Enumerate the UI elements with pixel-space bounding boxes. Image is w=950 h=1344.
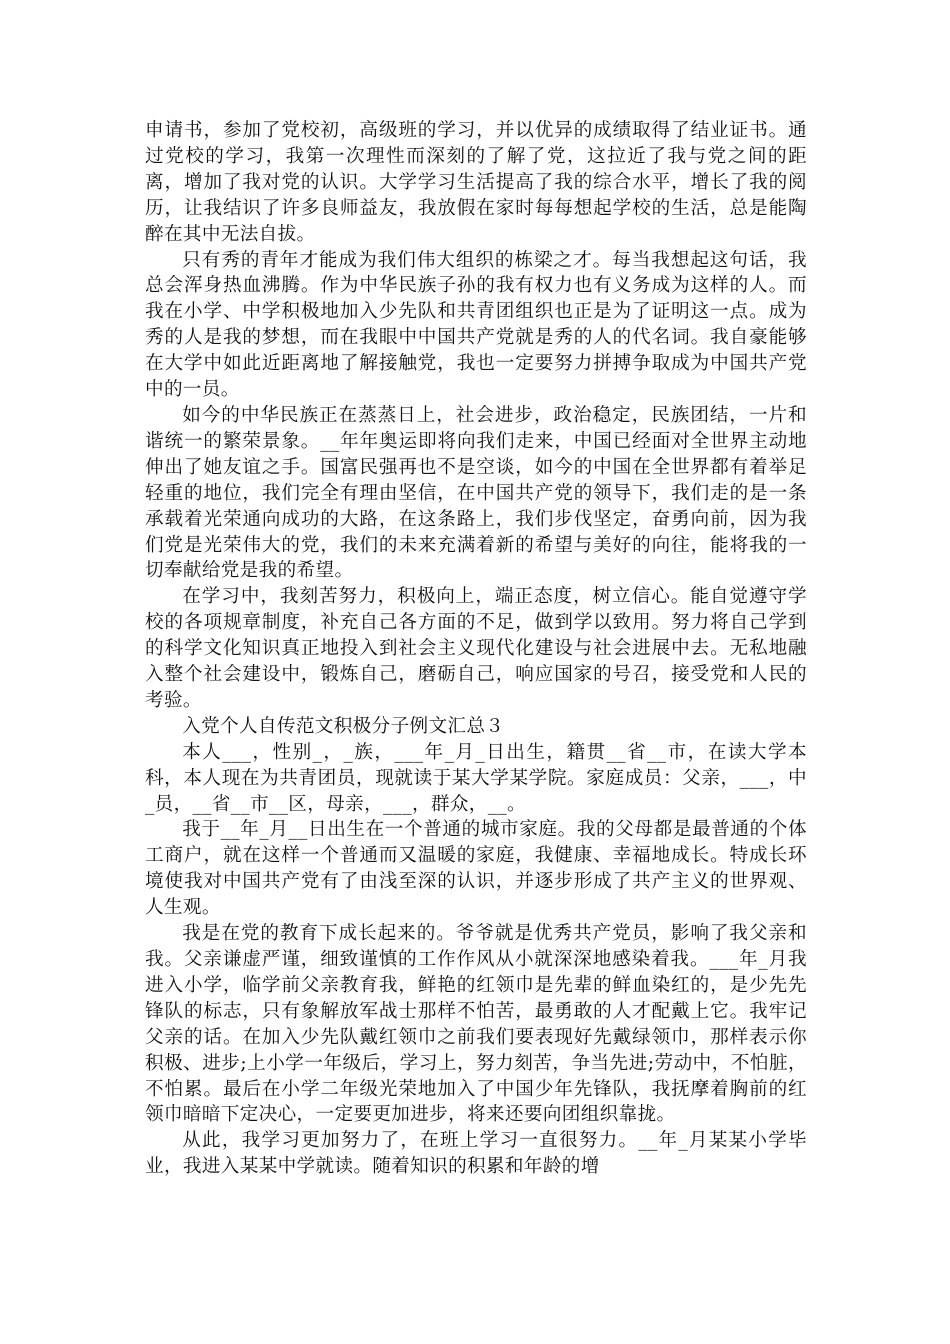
paragraph: 我是在党的教育下成长起来的。爷爷就是优秀共产党员，影响了我父亲和我。父亲谦虚严谨，细致谨慎的工作作风从小就深深地感染着我。___年_月我进入小学，临学前父亲教育我，鲜艳的红领巾是先辈的鲜血染红的，是少先先锋队的标志，只有象解放军战士那样不怕苦，最勇敢的人才配戴上它。我牢记父亲的话。在加入少先队戴红领巾之前我们要表现好先戴绿领巾，那样表示你积极、进步;上小学一年级后，学习上，努力刻苦，争当先进;劳动中，不怕脏，不怕累。最后在小学二年级光荣地加入了中国少年先锋队，我抚摩着胸前的红领巾暗暗下定决心，一定要更加进步，将来还要向团组织靠拢。 — [145, 923, 807, 1126]
paragraph: 从此，我学习更加努力了，在班上学习一直很努力。__年_月某某小学毕业，我进入某某中学就读。随着知识的积累和年龄的增 — [145, 1130, 807, 1178]
paragraph: 只有秀的青年才能成为我们伟大组织的栋梁之才。每当我想起这句话，我总会浑身热血沸腾。作为中华民族子孙的我有权力也有义务成为这样的人。而我在小学、中学积极地加入少先队和共青团组织也正是为了证明这一点。成为秀的人是我的梦想，而在我眼中中国共产党就是秀的人的代名词。我自豪能够在大学中如此近距离地了解接触党，我也一定要努力拼搏争取成为中国共产党中的一员。 — [145, 249, 807, 401]
paragraph: 如今的中华民族正在蒸蒸日上，社会进步，政治稳定，民族团结，一片和谐统一的繁荣景象。__年年奥运即将向我们走来，中国已经面对全世界主动地伸出了她友谊之手。国富民强再也不是空谈，如今的中国在全世界都有着举足轻重的地位，我们完全有理由坚信，在中国共产党的领导下，我们走的是一条承载着光荣通向成功的大路，在这条路上，我们步伐坚定，奋勇向前，因为我们党是光荣伟大的党，我们的未来充满着新的希望与美好的向往，能将我的一切奉献给党是我的希望。 — [145, 404, 807, 582]
paragraph: 在学习中，我刻苦努力，积极向上，端正态度，树立信心。能自觉遵守学校的各项规章制度，补充自己各方面的不足，做到学以致用。努力将自己学到的科学文化知识真正地投入到社会主义现代化建设与社会进展中去。无私地融入整个社会建设中，锻炼自己，磨砺自己，响应国家的号召，接受党和人民的考验。 — [145, 586, 807, 711]
section-heading: 入党个人自传范文积极分子例文汇总３ — [182, 715, 505, 737]
paragraph: 本人___，性别_，_族，___年_月_日出生，籍贯__省__市，在读大学本科，本人现在为共青团员，现就读于某大学某学院。家庭成员：父亲，___，中_员，__省__市__区，母亲，___，群众，__。 — [145, 741, 807, 815]
paragraph: 我于__年_月__日出生在一个普通的城市家庭。我的父母都是最普通的个体工商户，就在这样一个普通而又温暖的家庭，我健康、幸福地成长。特成长环境使我对中国共产党有了由浅至深的认识，并逐步形成了共产主义的世界观、人生观。 — [145, 819, 807, 919]
document-page — [145, 118, 807, 1180]
paragraph: 申请书，参加了党校初，高级班的学习，并以优异的成绩取得了结业证书。通过党校的学习，我第一次理性而深刻的了解了党，这拉近了我与党之间的距离，增加了我对党的认识。大学学习生活提高了我的综合水平，增长了我的阅历，让我结识了许多良师益友，我放假在家时每每想起学校的生活，总是能陶醉在其中无法自拔。 — [145, 120, 807, 245]
